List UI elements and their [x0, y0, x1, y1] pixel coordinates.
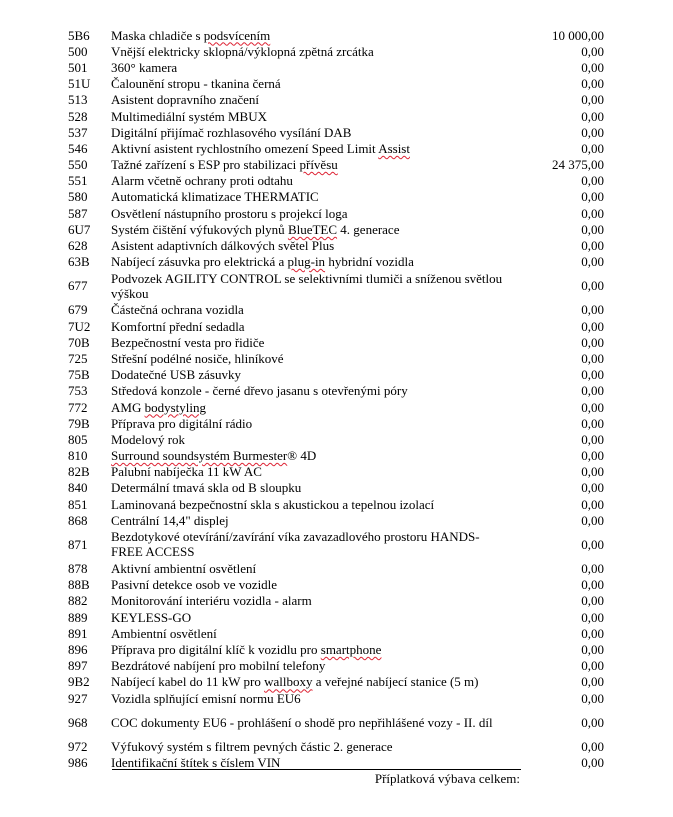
option-price: 0,00	[581, 536, 604, 552]
option-code: 896	[68, 641, 88, 657]
table-row	[68, 496, 604, 512]
option-price: 0,00	[581, 205, 604, 221]
option-code: 51U	[68, 76, 91, 92]
option-description: Palubní nabíječka 11 kW AC	[111, 464, 262, 480]
option-code: 840	[68, 480, 88, 496]
option-price: 0,00	[581, 278, 604, 294]
table-row	[68, 140, 604, 156]
option-description: Aktivní asistent rychlostního omezení Speed Limit Assist	[111, 140, 410, 156]
table-row	[68, 431, 604, 447]
option-price: 0,00	[581, 714, 604, 730]
option-description: Multimediální systém MBUX	[111, 108, 267, 124]
option-price: 0,00	[581, 254, 604, 270]
table-row	[68, 302, 604, 318]
option-code: 513	[68, 92, 88, 108]
table-row	[68, 173, 604, 189]
option-code: 628	[68, 238, 88, 254]
spellcheck-underline: wallboxy	[264, 674, 313, 690]
option-price: 0,00	[581, 658, 604, 674]
option-code: 546	[68, 140, 88, 156]
table-row	[68, 43, 604, 59]
option-price: 0,00	[581, 334, 604, 350]
option-price: 0,00	[581, 464, 604, 480]
option-price: 0,00	[581, 173, 604, 189]
option-description: Ambientní osvětlení	[111, 625, 217, 641]
option-code: 79B	[68, 415, 90, 431]
option-code: 851	[68, 496, 88, 512]
total-label: Příplatková výbava celkem:	[374, 771, 520, 786]
option-description: Monitorování interiéru vozidla - alarm	[111, 593, 312, 609]
table-row	[68, 350, 604, 366]
option-description: Maska chladiče s podsvícením	[111, 27, 271, 43]
option-price: 0,00	[581, 448, 604, 464]
table-row	[68, 464, 604, 480]
option-description: Bezpečnostní vesta pro řidiče	[111, 334, 265, 350]
table-row	[68, 512, 604, 528]
option-code: 528	[68, 108, 88, 124]
option-code: 878	[68, 561, 88, 577]
option-price: 0,00	[581, 577, 604, 593]
table-row	[68, 690, 604, 706]
option-code: 9B2	[68, 674, 90, 690]
option-code: 889	[68, 609, 88, 625]
table-row	[68, 383, 604, 399]
option-price: 0,00	[581, 399, 604, 415]
option-price: 0,00	[581, 480, 604, 496]
option-code: 580	[68, 189, 88, 205]
table-row	[68, 189, 604, 205]
option-price: 0,00	[581, 350, 604, 366]
option-code: 871	[68, 536, 88, 552]
spellcheck-underline: přívěsu	[299, 157, 338, 173]
option-code: 972	[68, 738, 88, 754]
option-price: 0,00	[581, 738, 604, 754]
option-description: Čalounění stropu - tkanina černá	[111, 76, 281, 92]
option-code: 986	[68, 754, 88, 770]
option-description: Vozidla splňující emisní normu EU6	[111, 690, 301, 706]
option-code: 772	[68, 399, 88, 415]
table-row	[68, 625, 604, 641]
table-row	[68, 59, 604, 75]
option-code: 82B	[68, 464, 90, 480]
option-code: 679	[68, 302, 88, 318]
table-row	[68, 738, 604, 754]
table-row	[68, 205, 604, 221]
option-description: Bezdrátové nabíjení pro mobilní telefony	[111, 658, 326, 674]
option-price: 0,00	[581, 238, 604, 254]
option-description: Asistent adaptivních dálkových světel Plus	[111, 238, 335, 254]
option-price: 0,00	[581, 76, 604, 92]
table-row	[68, 658, 604, 674]
table-row	[68, 108, 604, 124]
option-description: Dodatečné USB zásuvky	[111, 367, 241, 383]
option-description: Digitální přijímač rozhlasového vysílání DAB	[111, 124, 352, 140]
spellcheck-underline: podsvícením	[203, 27, 271, 43]
table-row	[68, 367, 604, 383]
option-code: 927	[68, 690, 88, 706]
option-code: 891	[68, 625, 88, 641]
table-row	[68, 124, 604, 140]
option-price: 10 000,00	[552, 27, 604, 43]
table-row	[68, 27, 604, 43]
option-price: 0,00	[581, 221, 604, 237]
option-description: Středová konzole - černé dřevo jasanu s otevřenými póry	[111, 383, 408, 399]
option-price: 0,00	[581, 641, 604, 657]
table-row	[68, 448, 604, 464]
table-row	[68, 528, 604, 560]
option-description: Výfukový systém s filtrem pevných částic 2. generace	[111, 738, 393, 754]
option-description: Tažné zařízení s ESP pro stabilizaci přívěsu	[111, 157, 338, 173]
spellcheck-underline: bodystyling	[144, 399, 206, 415]
total-divider	[112, 769, 521, 770]
table-row	[68, 334, 604, 350]
options-table-body	[68, 27, 604, 771]
option-description: COC dokumenty EU6 - prohlášení o shodě pro nepřihlášené vozy - II. díl	[111, 714, 493, 730]
option-code: 537	[68, 124, 88, 140]
table-row	[68, 706, 604, 738]
spellcheck-underline: plug-in	[287, 254, 326, 270]
option-code: 805	[68, 431, 88, 447]
option-code: 968	[68, 714, 88, 730]
option-code: 868	[68, 512, 88, 528]
option-description: Identifikační štítek s číslem VIN	[111, 754, 281, 770]
table-row	[68, 415, 604, 431]
option-description: Aktivní ambientní osvětlení	[111, 561, 257, 577]
option-price: 0,00	[581, 302, 604, 318]
option-description: Podvozek AGILITY CONTROL se selektivními tlumiči a sníženou světlou výškou	[111, 270, 503, 301]
option-code: 882	[68, 593, 88, 609]
option-price: 0,00	[581, 674, 604, 690]
table-row	[68, 480, 604, 496]
option-price: 0,00	[581, 512, 604, 528]
option-description: Bezdotykové otevírání/zavírání víka zavazadlového prostoru HANDS-FREE ACCESS	[111, 529, 480, 560]
option-description: Determální tmavá skla od B sloupku	[111, 480, 302, 496]
option-description: Systém čištění výfukových plynů BlueTEC 4. generace	[111, 221, 400, 237]
option-description: Pasivní detekce osob ve vozidle	[111, 577, 278, 593]
option-code: 551	[68, 173, 88, 189]
table-row	[68, 560, 604, 576]
option-price: 0,00	[581, 92, 604, 108]
option-description: Komfortní přední sedadla	[111, 318, 245, 334]
table-row	[68, 609, 604, 625]
table-row	[68, 399, 604, 415]
option-description: Alarm včetně ochrany proti odtahu	[111, 173, 293, 189]
option-code: 500	[68, 43, 88, 59]
option-description: Nabíjecí zásuvka pro elektrická a plug-in hybridní vozidla	[111, 254, 414, 270]
option-code: 6U7	[68, 221, 91, 237]
option-code: 63B	[68, 254, 90, 270]
option-price: 0,00	[581, 59, 604, 75]
option-description: Asistent dopravního značení	[111, 92, 260, 108]
option-price: 0,00	[581, 318, 604, 334]
option-description: Částečná ochrana vozidla	[111, 302, 244, 318]
table-row	[68, 76, 604, 92]
option-price: 0,00	[581, 140, 604, 156]
table-row	[68, 254, 604, 270]
option-description: Nabíjecí kabel do 11 kW pro wallboxy a veřejné nabíjecí stanice (5 m)	[111, 674, 479, 690]
option-price: 0,00	[581, 108, 604, 124]
spellcheck-underline: BlueTEC	[287, 221, 338, 237]
table-row	[68, 270, 604, 302]
option-price: 0,00	[581, 43, 604, 59]
option-code: 897	[68, 658, 88, 674]
table-row	[68, 221, 604, 237]
spellcheck-underline: Assist	[378, 140, 410, 156]
option-code: 501	[68, 59, 88, 75]
option-price: 0,00	[581, 431, 604, 447]
option-price: 0,00	[581, 625, 604, 641]
option-code: 7U2	[68, 318, 91, 334]
table-row	[68, 237, 604, 253]
option-description: Modelový rok	[111, 431, 186, 447]
option-description: Příprava pro digitální rádio	[111, 415, 253, 431]
option-description: Centrální 14,4" displej	[111, 512, 229, 528]
option-description: Vnější elektricky sklopná/výklopná zpětná zrcátka	[111, 43, 374, 59]
spellcheck-underline: Surround soundsystém Burmester	[111, 448, 288, 464]
option-description: Automatická klimatizace THERMATIC	[111, 189, 319, 205]
option-price: 0,00	[581, 383, 604, 399]
table-row	[68, 674, 604, 690]
option-description: Laminovaná bezpečnostní skla s akustickou a tepelnou izolací	[111, 496, 435, 512]
option-code: 677	[68, 278, 88, 294]
option-code: 753	[68, 383, 88, 399]
option-code: 810	[68, 448, 88, 464]
table-row	[68, 641, 604, 657]
option-description: Střešní podélné nosiče, hliníkové	[111, 350, 284, 366]
option-price: 0,00	[581, 561, 604, 577]
option-code: 587	[68, 205, 88, 221]
option-code: 75B	[68, 367, 90, 383]
option-description: Příprava pro digitální klíč k vozidlu pro smartphone	[111, 641, 382, 657]
spellcheck-underline: smartphone	[320, 641, 382, 657]
option-code: 70B	[68, 334, 90, 350]
option-description: AMG bodystyling	[111, 399, 206, 415]
option-price: 0,00	[581, 415, 604, 431]
option-code: 88B	[68, 577, 90, 593]
option-price: 0,00	[581, 690, 604, 706]
table-row	[68, 157, 604, 173]
table-row	[68, 318, 604, 334]
option-description: KEYLESS-GO	[111, 609, 192, 625]
option-description: 360° kamera	[111, 59, 178, 75]
option-price: 0,00	[581, 189, 604, 205]
option-price: 0,00	[581, 609, 604, 625]
option-code: 725	[68, 350, 88, 366]
options-table	[68, 27, 604, 771]
option-code: 550	[68, 157, 88, 173]
option-price: 0,00	[581, 367, 604, 383]
option-price: 0,00	[581, 754, 604, 770]
option-description: Osvětlení nástupního prostoru s projekcí loga	[111, 205, 348, 221]
option-price: 0,00	[581, 496, 604, 512]
option-price: 24 375,00	[552, 157, 604, 173]
table-row	[68, 577, 604, 593]
option-price: 0,00	[581, 124, 604, 140]
table-row	[68, 593, 604, 609]
option-code: 5B6	[68, 27, 90, 43]
table-row	[68, 92, 604, 108]
option-price: 0,00	[581, 593, 604, 609]
option-description: Surround soundsystém Burmester® 4D	[111, 448, 317, 464]
